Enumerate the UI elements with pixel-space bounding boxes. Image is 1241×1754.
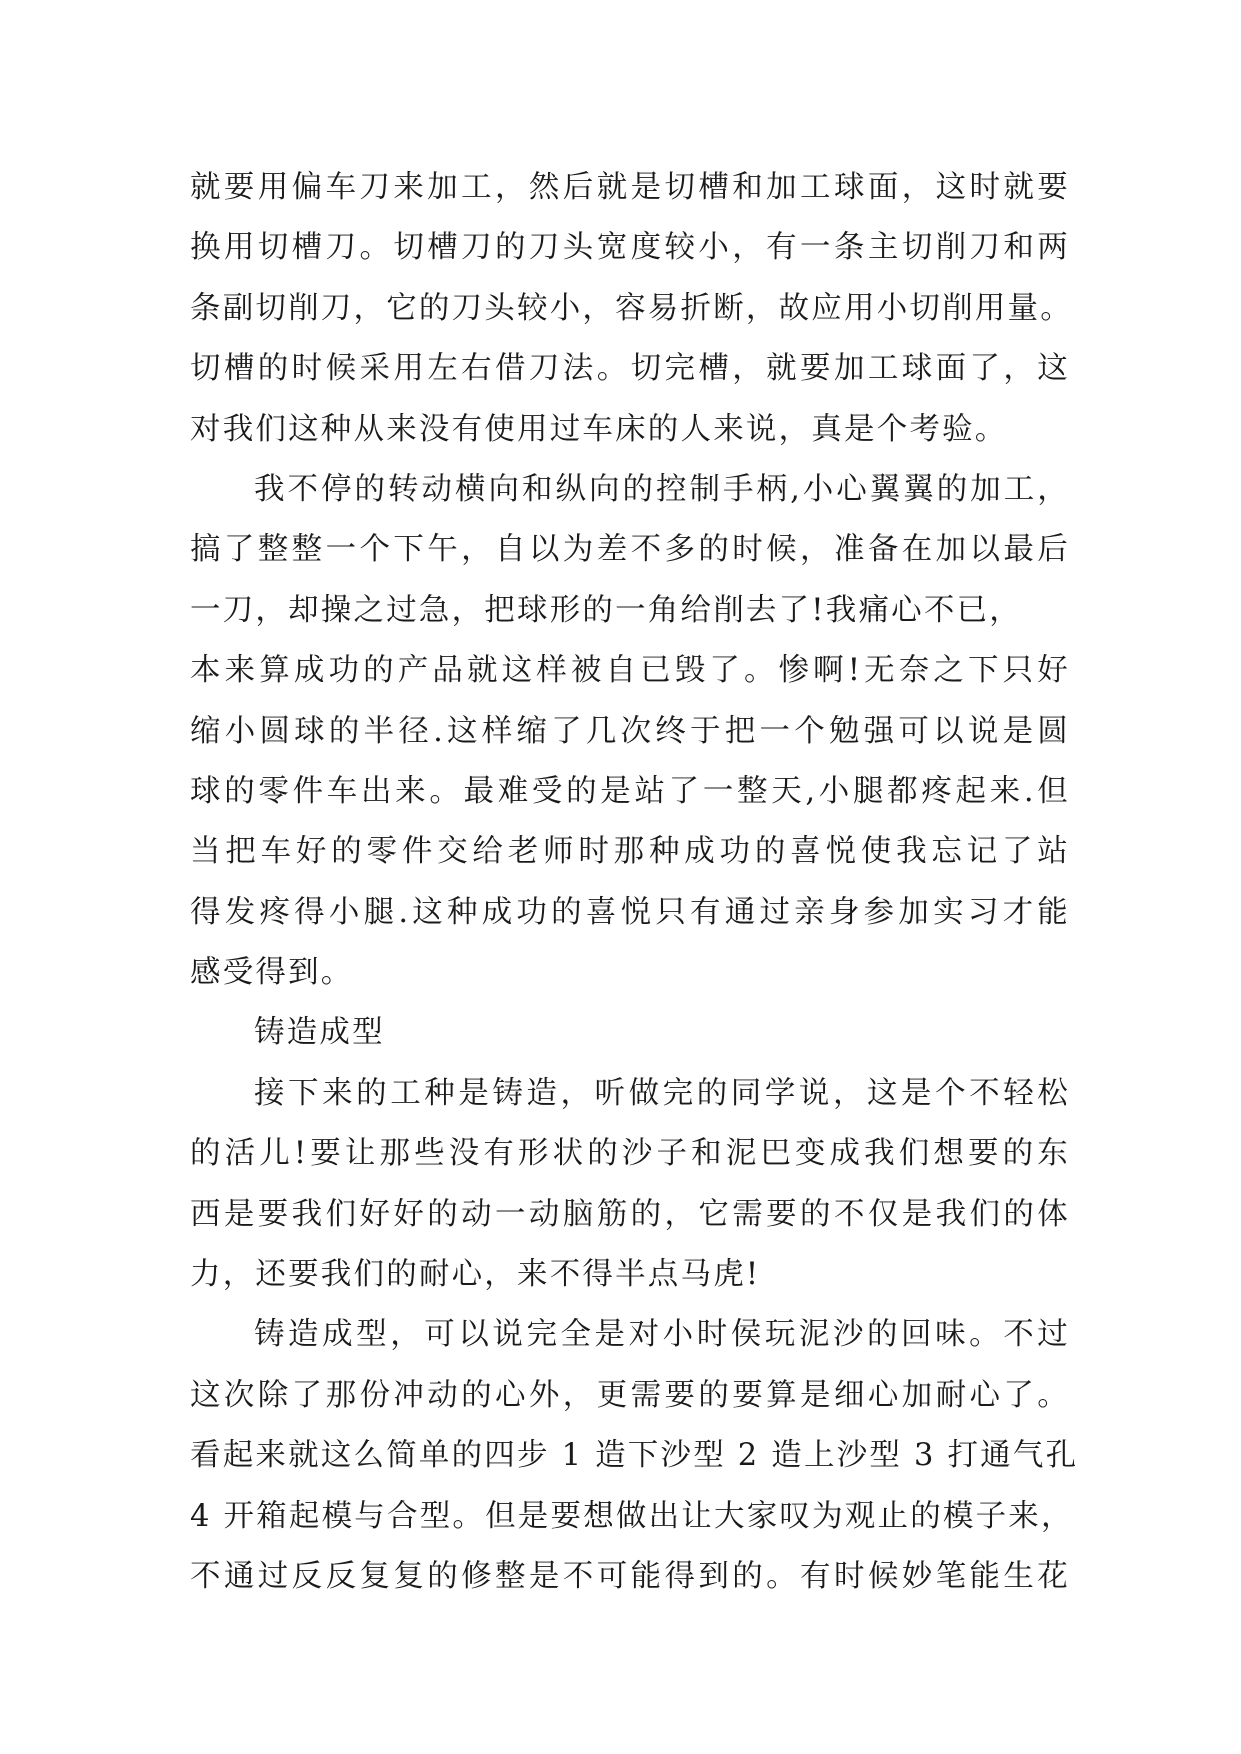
paragraph-start-line: 铸造成型，可以说完全是对小时侯玩泥沙的回味。不过 <box>254 1317 1070 1353</box>
text-line: 对我们这种从来没有使用过车床的人来说，真是个考验。 <box>190 411 1008 447</box>
text-line: 换用切槽刀。切槽刀的刀头宽度较小，有一条主切削刀和两 <box>190 230 1070 266</box>
text-line: 看起来就这么简单的四步 1 造下沙型 2 造上沙型 3 打通气孔 <box>190 1438 1079 1474</box>
text-line: 缩小圆球的半径.这样缩了几次终于把一个勉强可以说是圆 <box>190 713 1070 749</box>
section-heading: 铸造成型 <box>254 1015 385 1051</box>
text-line: 搞了整整一个下午，自以为差不多的时候，准备在加以最后 <box>190 532 1070 568</box>
text-line: 力，还要我们的耐心，来不得半点马虎! <box>190 1257 761 1293</box>
text-line: 当把车好的零件交给老师时那种成功的喜悦使我忘记了站 <box>190 834 1070 870</box>
text-line: 就要用偏车刀来加工，然后就是切槽和加工球面，这时就要 <box>190 170 1070 205</box>
text-line: 西是要我们好好的动一动脑筋的，它需要的不仅是我们的体 <box>190 1196 1070 1232</box>
text-line: 切槽的时候采用左右借刀法。切完槽，就要加工球面了，这 <box>190 351 1070 387</box>
text-line: 4 开箱起模与合型。但是要想做出让大家叹为观止的模子来， <box>190 1498 1074 1534</box>
text-line: 不通过反反复复的修整是不可能得到的。有时候妙笔能生花 <box>190 1558 1070 1594</box>
text-line: 条副切削刀，它的刀头较小，容易折断，故应用小切削用量。 <box>190 290 1073 326</box>
text-line: 的活儿!要让那些没有形状的沙子和泥巴变成我们想要的东 <box>190 1136 1070 1172</box>
text-line: 本来算成功的产品就这样被自已毁了。惨啊!无奈之下只好 <box>190 653 1070 689</box>
text-line: 球的零件车出来。最难受的是站了一整天,小腿都疼起来.但 <box>190 773 1070 809</box>
text-line: 一刀，却操之过急，把球形的一角给削去了!我痛心不已， <box>190 592 1022 628</box>
paragraph-start-line: 接下来的工种是铸造，听做完的同学说，这是个不轻松 <box>254 1075 1070 1111</box>
text-line: 得发疼得小腿.这种成功的喜悦只有通过亲身参加实习才能 <box>190 894 1070 930</box>
body-text <box>190 158 1079 1607</box>
paragraph-start-line: 我不停的转动横向和纵向的控制手柄,小心翼翼的加工， <box>254 471 1070 507</box>
text-line: 感受得到。 <box>190 955 354 991</box>
text-line: 这次除了那份冲动的心外，更需要的要算是细心加耐心了。 <box>190 1377 1070 1413</box>
